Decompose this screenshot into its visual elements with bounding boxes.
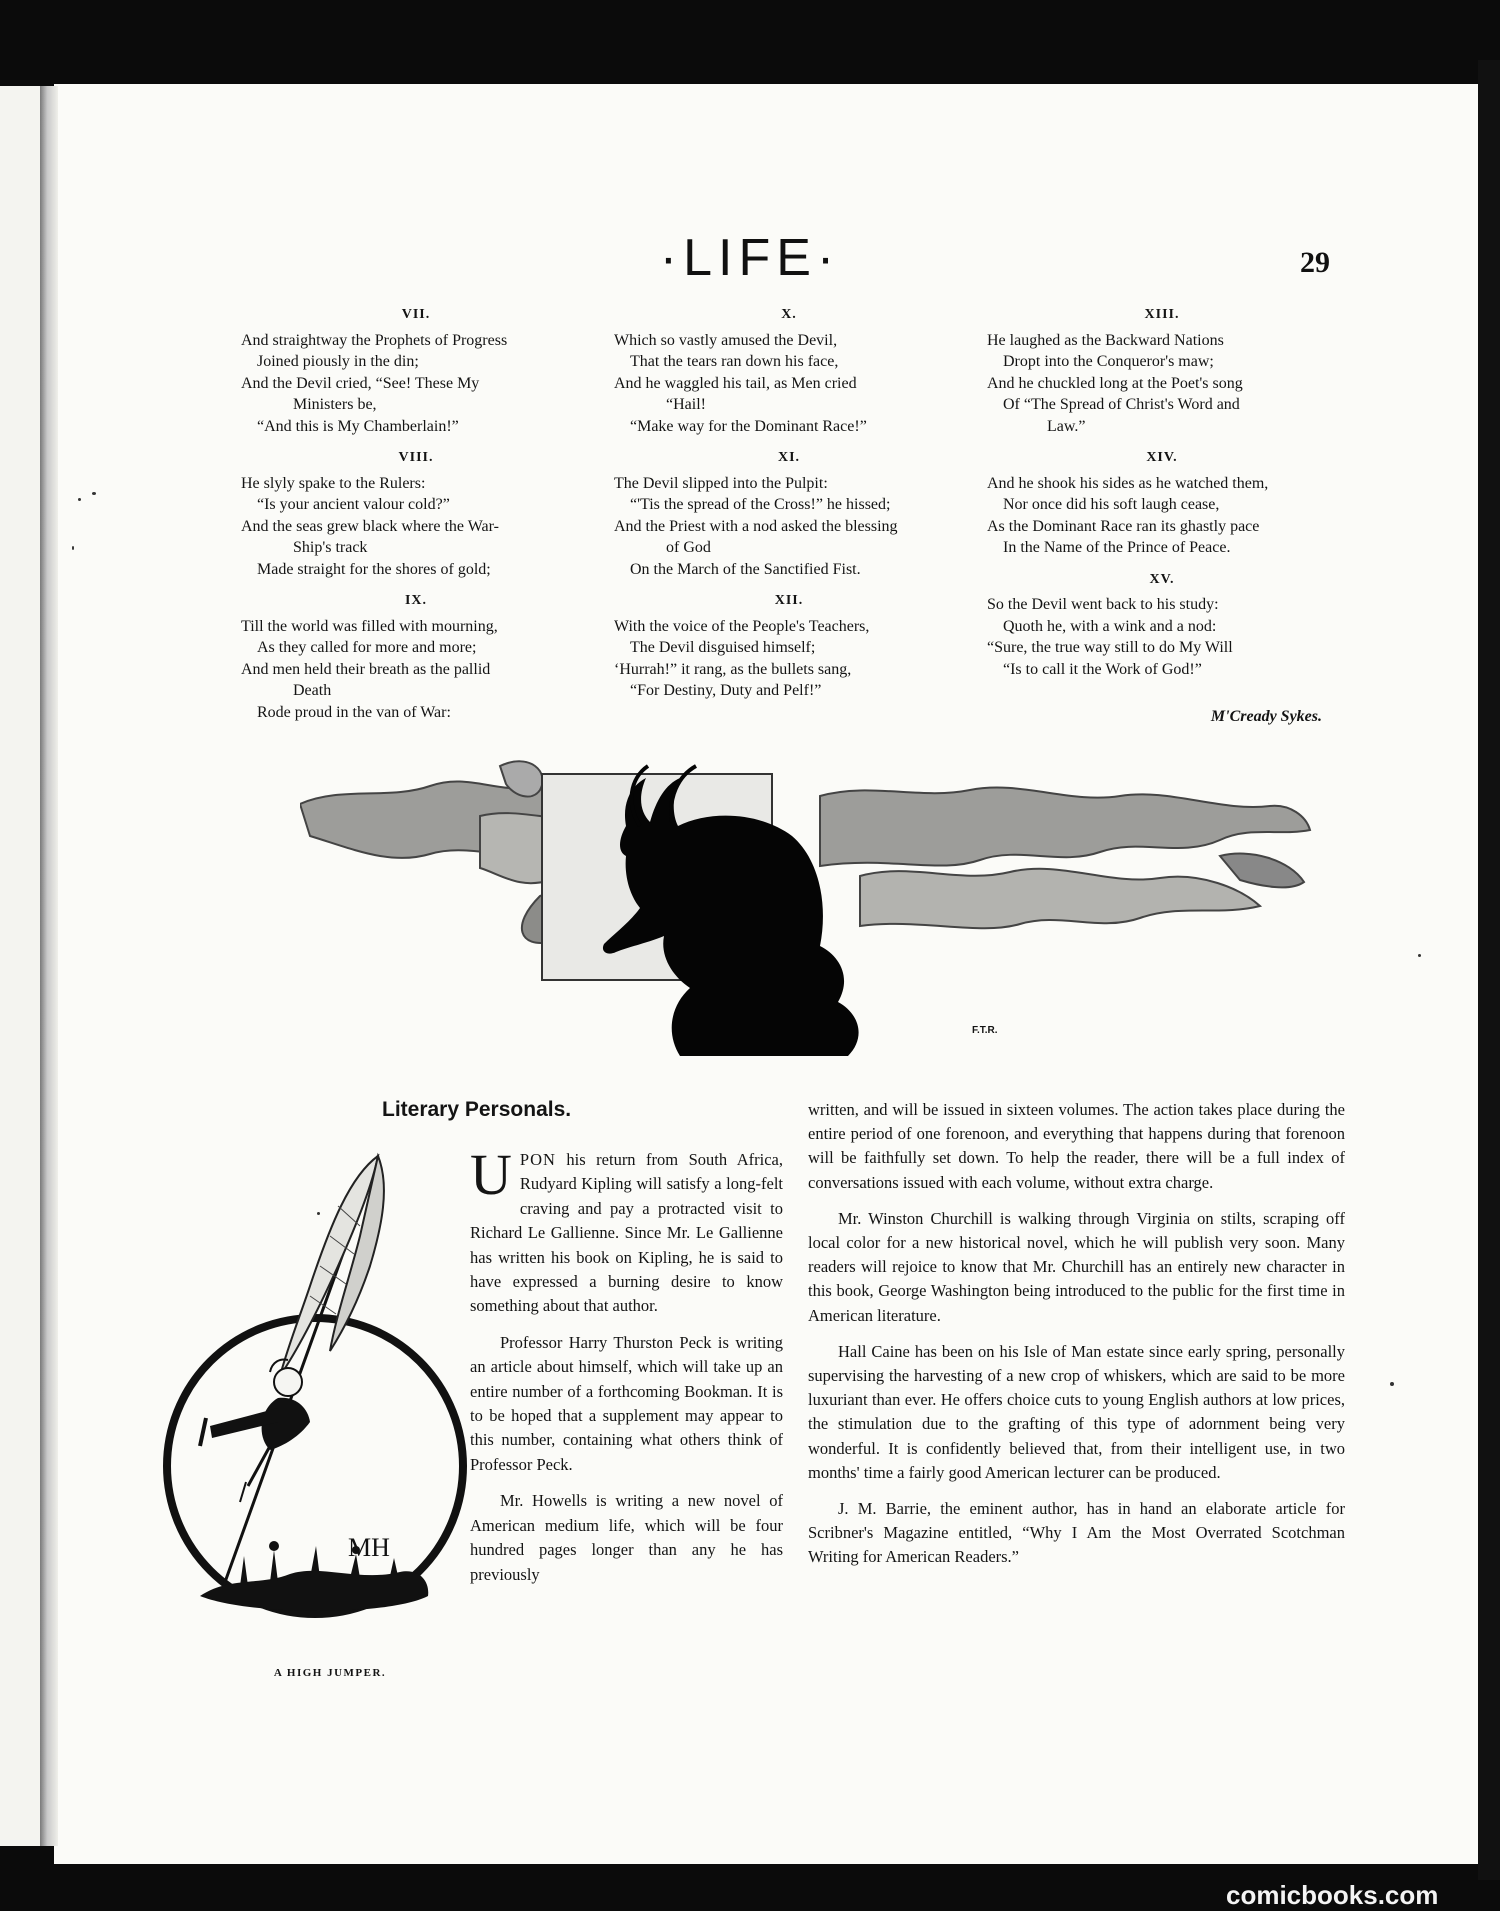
poem-line: “Is to call it the Work of God!” [1003, 660, 1202, 678]
poem-line: Joined piously in the din; [257, 353, 419, 370]
stanza-vii [241, 304, 591, 437]
article-column-right [808, 1098, 1345, 1582]
poem-column-2 [614, 304, 964, 712]
poem-line: And men held their breath as the pallid [241, 660, 491, 678]
grass-silhouette [200, 1541, 428, 1611]
poem-line: Dropt into the Conqueror's maw; [1003, 353, 1214, 370]
article-paragraph: J. M. Barrie, the eminent author, has in hand an elaborate article for Scribner's Magazine entitled, “Why I Am the Most Overrated Scotchman Writing for American Readers.” [808, 1499, 1345, 1567]
stanza-numeral: VIII. [398, 450, 434, 465]
stanza-ix [241, 590, 591, 723]
poem-line: “Hail! [666, 396, 706, 413]
poem-line: of God [666, 539, 711, 556]
paragraph-text: his return from South Africa, Rudyard Kipling will satisfy a long-felt craving and pay a protracted visit to Richard Le Gallienne. Since Mr. Le Gallienne has written his book on Kipling, he is said to have expressed a burning desire to know something about that author. [470, 1150, 783, 1316]
poem-line: The Devil disguised himself; [630, 639, 816, 656]
poem-line: “Is your ancient valour cold?” [257, 496, 450, 513]
jumper-figure [200, 1360, 310, 1503]
article-paragraph: Hall Caine has been on his Isle of Man estate since early spring, personally supervising the harvesting of a new crop of whiskers, which are said to be more luxuriant than ever. He offers choice cuts to young English authors at low prices, the stimulation due to the grafting of this type of adornment being very wonderful. It is confidently believed that, from their intelligent use, in two months' time a fairly good American lecturer can be produced. [808, 1341, 1345, 1482]
poem-line: And the Devil cried, “See! These My [241, 374, 480, 392]
smoke-swirl-right [820, 788, 1310, 929]
site-watermark: comicbooks.com [1226, 1880, 1439, 1910]
stanza-numeral: IX. [404, 593, 428, 608]
stanza-numeral: XIII. [1144, 307, 1180, 322]
artist-mark: F.T.R. [972, 1025, 998, 1036]
poem-line: As the Dominant Race ran its ghastly pace [987, 517, 1260, 535]
drop-cap: U [470, 1142, 512, 1207]
poem-line: And he waggled his tail, as Men cried [614, 374, 857, 392]
stanza-numeral: VII. [401, 307, 431, 322]
poem-line: On the March of the Sanctified Fist. [630, 560, 861, 578]
article-paragraph: written, and will be issued in sixteen volumes. The action takes place during the entire period of one forenoon, and everything that happens during that forenoon will be faithfully set down. To help the reader, there will be a full index of conversations issued with each volume, without extra charge. [808, 1100, 1345, 1192]
stanza-numeral: XI. [777, 450, 801, 465]
poem-line: And straightway the Prophets of Progress [241, 331, 508, 349]
poem-line: Rode proud in the van of War: [257, 703, 451, 721]
monogram: MH [348, 1533, 390, 1562]
poem-line: “Make way for the Dominant Race!” [630, 417, 867, 435]
poem-signature: M'Cready Sykes. [1210, 708, 1322, 725]
quill-pen [220, 1156, 384, 1596]
stanza-numeral: XIV. [1146, 450, 1178, 465]
masthead: ·LIFE· [659, 229, 841, 287]
poem-line: And the Priest with a nod asked the blessing [614, 517, 898, 535]
article-paragraph: Mr. Winston Churchill is walking through Virginia on stilts, scraping off local color for a new historical novel, which he will publish very soon. Many readers will rejoice to know that Mr. Churchill has an entirely new character in this book, George Washington being introduced to the public for the first time in American literature. [808, 1208, 1345, 1325]
high-jumper-illustration [160, 1146, 470, 1646]
poem-line: As they called for more and more; [257, 639, 477, 656]
poem-line: And he chuckled long at the Poet's song [987, 374, 1243, 392]
poem-line: Quoth he, with a wink and a nod: [1003, 617, 1217, 635]
article-title: Literary Personals. [382, 1098, 572, 1121]
article-paragraph: Professor Harry Thurston Peck is writing an article about himself, which will take up an entire number of a forthcoming Bookman. It is to be hoped that a supplement may appear to this number, containing what others think of Professor Peck. [470, 1332, 783, 1474]
poem-line: So the Devil went back to his study: [987, 596, 1219, 613]
scan-border [1478, 60, 1500, 1880]
poem-line: Ministers be, [293, 396, 377, 413]
stanza-numeral: XII. [774, 593, 804, 608]
poem-line: ‘Hurrah!” it rang, as the bullets sang, [614, 660, 852, 678]
stanza-xi [614, 447, 964, 580]
poem-line: Law.” [1047, 417, 1086, 435]
poem-column-1 [241, 304, 591, 733]
article-paragraph: Mr. Howells is writing a new novel of American medium life, which will be four hundred pages longer than any he has previously [470, 1491, 783, 1584]
poem-line: “For Destiny, Duty and Pelf!” [630, 682, 822, 699]
stanza-xiii [987, 304, 1337, 437]
stanza-xv [987, 569, 1337, 681]
poem-line: And the seas grew black where the War- [241, 517, 499, 535]
poem-line: Nor once did his soft laugh cease, [1003, 496, 1220, 513]
poem-line: That the tears ran down his face, [630, 353, 839, 370]
stanza-viii [241, 447, 591, 580]
poem-line: Till the world was filled with mourning, [241, 617, 498, 635]
poem-line: And he shook his sides as he watched them, [987, 474, 1269, 492]
poem-column-3 [987, 304, 1337, 690]
page-number: 29 [1300, 246, 1330, 279]
poem-line: “And this is My Chamberlain!” [257, 417, 459, 435]
illustration-caption: A HIGH JUMPER. [273, 1667, 387, 1679]
devil-silhouette-illustration [300, 756, 1312, 1066]
poem-line: He laughed as the Backward Nations [987, 331, 1224, 349]
poem-line: In the Name of the Prince of Peace. [1003, 539, 1231, 556]
poem-line: Ship's track [293, 539, 368, 556]
binding-gutter [40, 86, 58, 1846]
stanza-numeral: X. [781, 307, 797, 322]
poem-line: “Sure, the true way still to do My Will [987, 639, 1233, 656]
stanza-numeral: XV. [1149, 571, 1175, 587]
poem-line: With the voice of the People's Teachers, [614, 617, 870, 635]
poem-line: The Devil slipped into the Pulpit: [614, 474, 828, 492]
article-paragraph [470, 1142, 783, 1319]
poem-line: “'Tis the spread of the Cross!” he hissed; [630, 496, 891, 513]
stanza-xii [614, 590, 964, 702]
stanza-x [614, 304, 964, 437]
poem-line: He slyly spake to the Rulers: [241, 474, 426, 492]
stanza-xiv [987, 447, 1337, 559]
poem-line: Of “The Spread of Christ's Word and [1003, 396, 1240, 413]
opening-word: PON [519, 1150, 556, 1169]
poem-line: Which so vastly amused the Devil, [614, 331, 838, 349]
article-column-left [470, 1142, 783, 1599]
poem-line: Made straight for the shores of gold; [257, 560, 491, 578]
poem-line: Death [293, 682, 332, 699]
